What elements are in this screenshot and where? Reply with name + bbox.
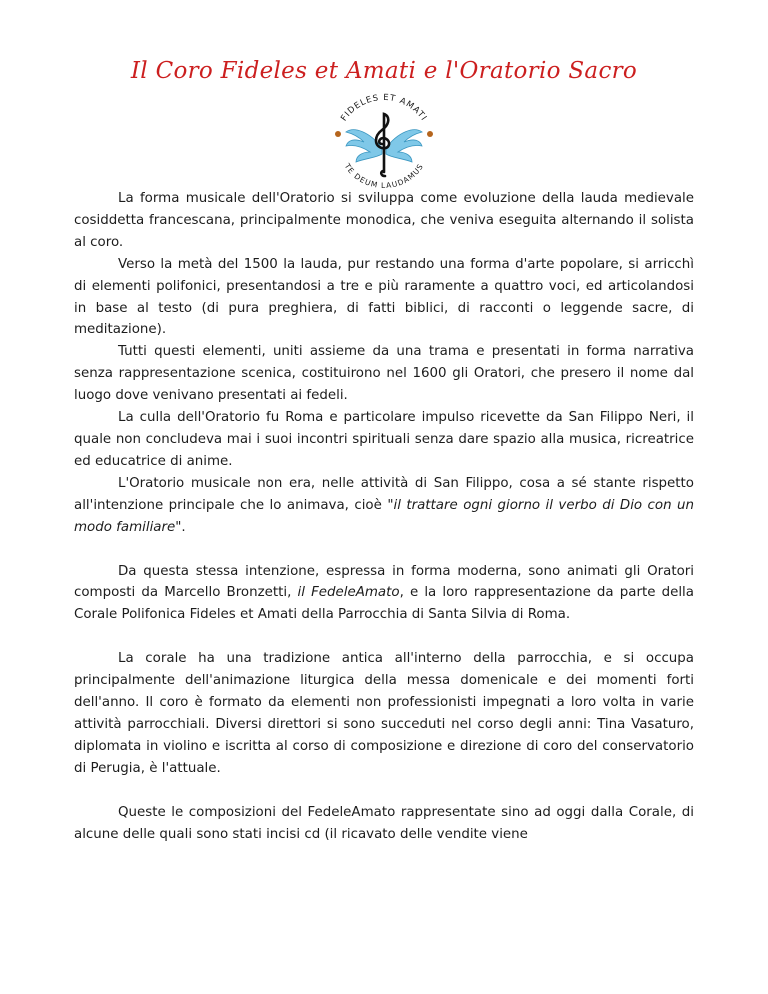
right-ornament-icon [427, 131, 433, 137]
logo-top-text: FIDELES ET AMATI [339, 92, 429, 124]
paragraph: Verso la metà del 1500 la lauda, pur restando una forma d'arte popolare, si arricchì di elementi polifonici, presentandosi a tre e più raramente a quattro voci, ed articolandosi in base al testo (di pura preghiera, di fatti biblici, di racconti o leggende sacre, di meditazione). [74, 256, 694, 338]
paragraph: La corale ha una tradizione antica all'interno della parrocchia, e si occupa principalmente dell'animazione liturgica della messa domenicale e dei momenti forti dell'anno. Il coro è formato da elementi non professionisti impegnati a loro volta in varie attività parrocchiali. Diversi direttori si sono succeduti nel corso degli anni: Tina Vasaturo, diplomata in violino e iscritta al corso di composizione e direzione di coro del conservatorio di Perugia, è l'attuale. [74, 651, 694, 776]
choir-logo [324, 92, 444, 188]
quote: "il trattare ogni giorno il verbo di Dio con un modo familiare" [74, 497, 694, 535]
paragraph: L'Oratorio musicale non era, nelle attività di San Filippo, cosa a sé stante rispetto all'intenzione principale che lo animava, cioè "il trattare ogni giorno il verbo di Dio con un modo familiare". [74, 475, 694, 535]
paragraph: Da questa stessa intenzione, espressa in forma moderna, sono animati gli Oratori composti da Marcello Bronzetti, il FedeleAmato, e la loro rappresentazione da parte della Corale Polifonica Fideles et Amati della Parrocchia di Santa Silvia di Roma. [74, 563, 694, 623]
page-title: Il Coro Fideles et Amati e l'Oratorio Sacro [130, 58, 638, 84]
paragraph: La forma musicale dell'Oratorio si sviluppa come evoluzione della lauda medievale cosiddetta francescana, principalmente monodica, che veniva eseguita alternando il solista al coro. [74, 191, 694, 250]
left-ornament-icon [335, 131, 341, 137]
work-title: il FedeleAmato [297, 585, 400, 601]
treble-clef-icon [376, 114, 389, 176]
paragraph: Queste le composizioni del FedeleAmato rappresentate sino ad oggi dalla Corale, di alcune delle quali sono stati incisi cd (il ricavato delle vendite viene [74, 804, 694, 842]
right-wing-icon [386, 130, 422, 162]
article-body [74, 188, 694, 845]
paragraph: La culla dell'Oratorio fu Roma e particolare impulso ricevette da San Filippo Neri, il quale non concludeva mai i suoi incontri spirituali senza dare spazio alla musica, ricreatrice ed educatrice di anime. [74, 410, 694, 469]
paragraph: Tutti questi elementi, uniti assieme da una trama e presentati in forma narrativa senza rappresentazione scenica, costituirono nel 1600 gli Oratori, che presero il nome dal luogo dove venivano presentati ai fedeli. [74, 344, 694, 404]
logo-bottom-text: TE DEUM LAUDAMUS [342, 161, 426, 188]
